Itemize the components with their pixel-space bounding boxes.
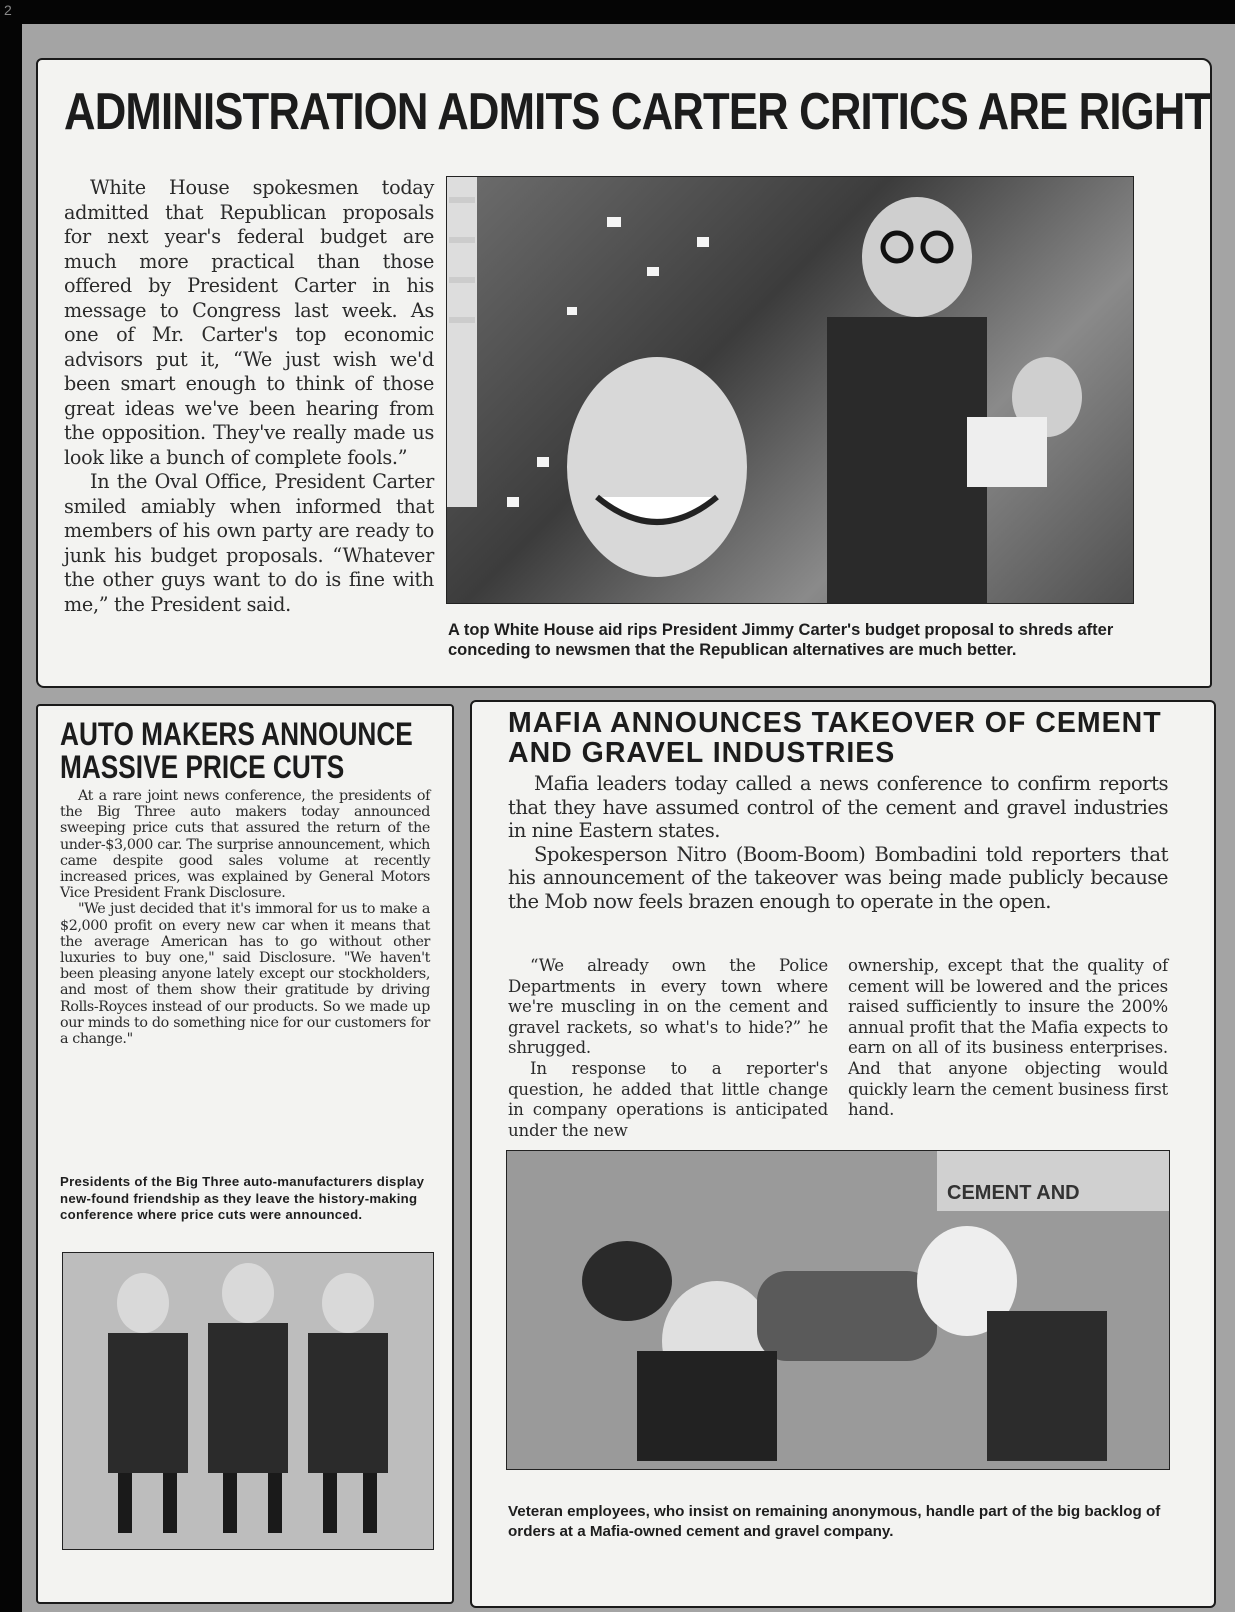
article-carter-headline: ADMINISTRATION ADMITS CARTER CRITICS ARE RIGHT <box>64 83 1211 141</box>
article-automakers-headline: AUTO MAKERS ANNOUNCE MASSIVE PRICE CUTS <box>60 716 413 785</box>
article-mafia-paragraph: Spokesperson Nitro (Boom-Boom) Bombadini told reporters that his announcement of the takeover was being made publicly because the Mob now feels brazen enough to operate in the open. <box>508 842 1168 913</box>
article-mafia-column-right <box>848 956 1168 1141</box>
article-automakers-caption: Presidents of the Big Three auto-manufacturers display new-found friendship as they leave the history-making conference where price cuts were announced. <box>60 1174 425 1223</box>
article-automakers-paragraph: "We just decided that it's immoral for us to make a $2,000 profit on every new car when it means that the average American has to go without other luxuries to buy one," said Disclosure. "We haven't been pleasing anyone lately except our stockholders, and most of them show their gratitude by driving Rolls-Royces instead of our products. So we made up our minds to do something nice for our customers for a change." <box>60 901 430 1048</box>
article-carter-panel <box>36 58 1212 688</box>
magazine-page <box>22 24 1235 1612</box>
article-mafia-paragraph: In response to a reporter's question, he added that little change in company operations is anticipated under the new <box>508 1058 828 1140</box>
article-mafia-columns <box>508 956 1168 1141</box>
article-carter-caption: A top White House aid rips President Jimmy Carter's budget proposal to shreds after conceding to newsmen that the Republican alternatives are much better. <box>448 621 1114 659</box>
article-mafia-paragraph: ownership, except that the quality of cement will be lowered and the prices raised sufficiently to insure the 200% annual profit that the Mafia expects to earn on all of its business enterprises. And that anyone objecting would quickly learn the cement business first hand. <box>848 956 1168 1120</box>
article-mafia-paragraph: Mafia leaders today called a news conference to confirm reports that they have assumed control of the cement and gravel industries in nine Eastern states. <box>508 772 1168 843</box>
illustration-placeholder-icon <box>447 177 1133 603</box>
page-mark: 2 <box>4 2 12 18</box>
article-mafia-panel <box>470 700 1216 1608</box>
cartoon-mobsters-image <box>506 1150 1170 1470</box>
article-mafia-lead <box>508 772 1168 914</box>
article-carter-paragraph: In the Oval Office, President Carter smiled amiably when informed that members of his own party are ready to junk his budget proposals. “Whatever the other guys want to do is fine with me,” the President said. <box>64 470 434 616</box>
article-automakers-paragraph: At a rare joint news conference, the presidents of the Big Three auto makers today announced sweeping price cuts that assured the return of the under-$3,000 car. The surprise announcement, which came despite good sales volume at recently increased prices, was explained by General Motors Vice President Frank Disclosure. <box>60 788 430 902</box>
article-mafia-headline: MAFIA ANNOUNCES TAKEOVER OF CEMENT AND GRAVEL INDUSTRIES <box>508 707 1162 769</box>
cartoon-aide-ripping-budget-image <box>446 176 1134 604</box>
article-mafia-caption: Veteran employees, who insist on remaining anonymous, handle part of the big backlog of orders at a Mafia-owned cement and gravel company. <box>508 1503 1161 1540</box>
illustration-placeholder-icon <box>507 1151 1169 1469</box>
article-carter-body <box>64 176 434 617</box>
article-automakers-panel <box>36 704 454 1604</box>
article-automakers-body <box>60 788 430 1047</box>
cartoon-three-executives-image <box>62 1252 434 1550</box>
article-carter-paragraph: White House spokesmen today admitted that Republican proposals for next year's federal budget are much more practical than those offered by President Carter in his message to Congress last week. As one of Mr. Carter's top economic advisors put it, “We just wish we'd been smart enough to think of those great ideas we've been hearing from the opposition. They've really made us look like a bunch of complete fools.” <box>64 176 434 469</box>
article-mafia-column-left <box>508 956 828 1141</box>
sign-text: CEMENT AND <box>947 1182 1080 1204</box>
article-mafia-paragraph: “We already own the Police Departments in every town where we're muscling in on the cement and gravel rackets, so what's to hide?” he shrugged. <box>508 956 828 1058</box>
illustration-placeholder-icon <box>63 1253 433 1549</box>
